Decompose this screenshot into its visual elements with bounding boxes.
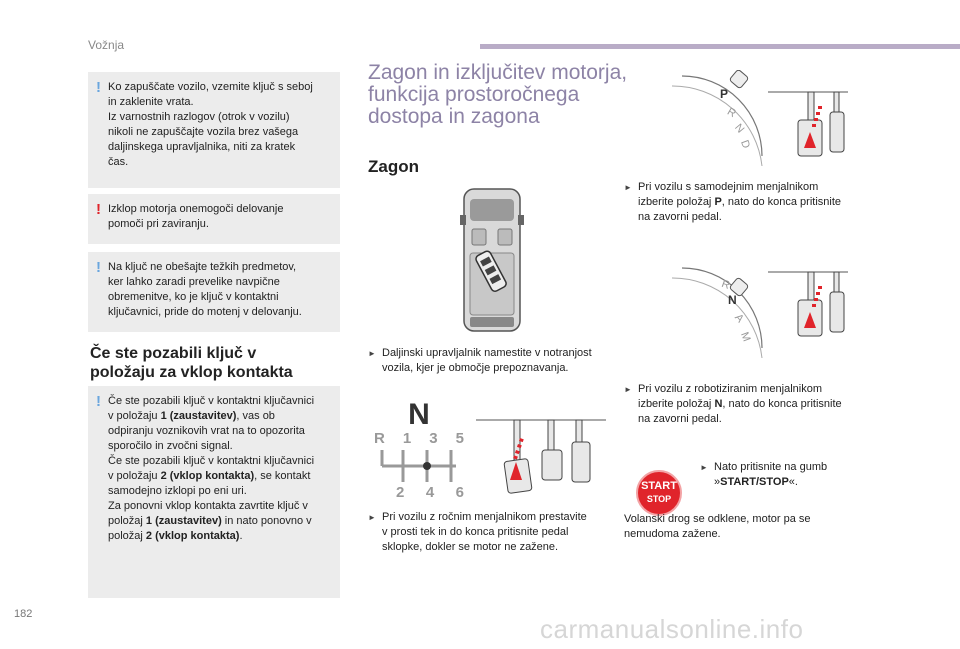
- text-line: Pri vozilu z robotiziranim menjalnikom: [638, 383, 823, 395]
- note-line: Če ste pozabili ključ v kontaktni ključavnici: [108, 455, 315, 467]
- text-line: »START/STOP«.: [714, 476, 798, 488]
- note-line: Na ključ ne obešajte težkih predmetov,: [108, 261, 297, 273]
- info-exclamation-icon: !: [96, 79, 101, 96]
- note-line: nikoli ne zapuščajte vozila brez vašega: [108, 126, 299, 138]
- bullet-arrow-icon: ►: [368, 349, 376, 358]
- text-line: Volanski drog se odklene, motor pa se: [624, 513, 811, 525]
- gear-label: 1: [402, 430, 412, 447]
- selector-letter: D: [738, 138, 753, 151]
- note-line: in zaklenite vrata.: [108, 96, 194, 108]
- text-line: v prosti tek in do konca pritisnite pedal: [382, 526, 569, 538]
- selector-letter: P: [720, 87, 729, 101]
- text-line: nemudoma zažene.: [624, 528, 721, 540]
- text-line: Pri vozilu s samodejnim menjalnikom: [638, 181, 819, 193]
- gear-shift-pattern: [374, 448, 464, 484]
- info-exclamation-icon: !: [96, 259, 101, 276]
- info-exclamation-icon: !: [96, 393, 101, 410]
- automatic-selector-illustration: [670, 70, 766, 166]
- note-line: Če ste pozabili ključ v kontaktni ključavnici: [108, 395, 315, 407]
- start-label: START: [641, 480, 677, 492]
- header-bar: [480, 44, 960, 49]
- text-line: vozila, kjer je območje prepoznavanja.: [382, 362, 569, 374]
- text-line: Nato pritisnite na gumb: [714, 461, 828, 473]
- robotised-selector-illustration: [670, 262, 766, 358]
- bullet-arrow-icon: ►: [624, 183, 632, 192]
- text-line: izberite položaj N, nato do konca pritisnite: [638, 398, 842, 410]
- note-line: Izklop motorja onemogoči delovanje: [108, 203, 284, 215]
- note-line: samodejno izklopi po eni uri.: [108, 485, 247, 497]
- result-steering-unlocked: [624, 512, 884, 542]
- warning-exclamation-icon: !: [96, 201, 101, 218]
- selector-letter: M: [738, 330, 753, 344]
- gear-label: 2: [396, 484, 405, 501]
- pedals-robotised-illustration: [768, 268, 848, 346]
- title-line: dostopa in zagona: [368, 105, 540, 128]
- selector-letter: R: [719, 277, 732, 292]
- note-line: obremenitve, ko je ključ v kontaktni: [108, 291, 279, 303]
- pedals-manual-illustration: [476, 416, 606, 498]
- note-line: Ko zapuščate vozilo, vzemite ključ s seboj: [108, 81, 313, 93]
- car-top-view-illustration: [452, 185, 532, 335]
- text-line: na zavorni pedal.: [638, 211, 722, 223]
- section-heading-forgotten-key: [90, 344, 350, 382]
- note-line: ključavnici, pride do motenj v delovanju.: [108, 306, 302, 318]
- info-note-key-weight: [88, 252, 340, 332]
- note-line: Za ponovni vklop kontakta zavrtite ključ v: [108, 500, 308, 512]
- gear-label: R: [374, 430, 385, 447]
- manual-gearbox-diagram: [374, 398, 464, 502]
- text-line: na zavorni pedal.: [638, 413, 722, 425]
- gear-label: 4: [425, 484, 435, 501]
- heading-line: položaju za vklop kontakta: [90, 364, 293, 381]
- note-line: položaj 2 (vklop kontakta).: [108, 530, 243, 542]
- section-title: Vožnja: [88, 38, 125, 52]
- note-line: sporočilo in zvočni signal.: [108, 440, 233, 452]
- pedals-automatic-illustration: [768, 88, 848, 166]
- note-line: v položaju 1 (zaustavitev), vas ob: [108, 410, 275, 422]
- gear-label: 6: [455, 484, 464, 501]
- title-line: funkcija prostoročnega: [368, 83, 580, 106]
- gear-neutral-label: N: [408, 398, 430, 431]
- selector-letter: R: [725, 105, 738, 121]
- note-line: v položaju 2 (vklop kontakta), se kontakt: [108, 470, 311, 482]
- note-line: odpiranju voznikovih vrat na to opozorita: [108, 425, 305, 437]
- start-stop-button-icon: [636, 470, 682, 516]
- note-line: čas.: [108, 156, 129, 168]
- bullet-arrow-icon: ►: [624, 385, 632, 394]
- note-line: daljinskega upravljalnika, niti za kratek: [108, 141, 296, 153]
- page-title: [368, 62, 628, 128]
- note-line: položaj 1 (zaustavitev) in nato ponovno v: [108, 515, 312, 527]
- title-line: Zagon in izključitev motorja,: [368, 61, 628, 84]
- text-line: izberite položaj P, nato do konca pritisnite: [638, 196, 842, 208]
- page-number: 182: [14, 608, 33, 620]
- info-note-keys: [88, 72, 340, 188]
- text-line: Daljinski upravljalnik namestite v notranjost: [382, 347, 592, 359]
- note-line: ker lahko zaradi prevelike navpične: [108, 276, 280, 288]
- selector-letter: N: [732, 121, 747, 136]
- warning-note-engine-off: [88, 194, 340, 244]
- stop-label: STOP: [646, 494, 672, 504]
- heading-line: Če ste pozabili ključ v: [90, 345, 257, 362]
- bullet-arrow-icon: ►: [368, 513, 376, 522]
- bullet-arrow-icon: ►: [700, 463, 708, 472]
- text-line: sklopke, dokler se motor ne zažene.: [382, 541, 559, 553]
- note-line: pomoči pri zaviranju.: [108, 218, 209, 230]
- gear-label: 5: [455, 430, 464, 447]
- subtitle-start: Zagon: [368, 157, 419, 176]
- info-note-forgotten-key: [88, 386, 340, 598]
- gear-label: 3: [429, 430, 438, 447]
- text-line: Pri vozilu z ročnim menjalnikom prestavite: [382, 511, 587, 523]
- selector-letter: A: [732, 311, 746, 326]
- watermark: carmanualsonline.info: [540, 614, 804, 644]
- selector-letter: N: [728, 293, 737, 307]
- note-line: Iz varnostnih razlogov (otrok v vozilu): [108, 111, 290, 123]
